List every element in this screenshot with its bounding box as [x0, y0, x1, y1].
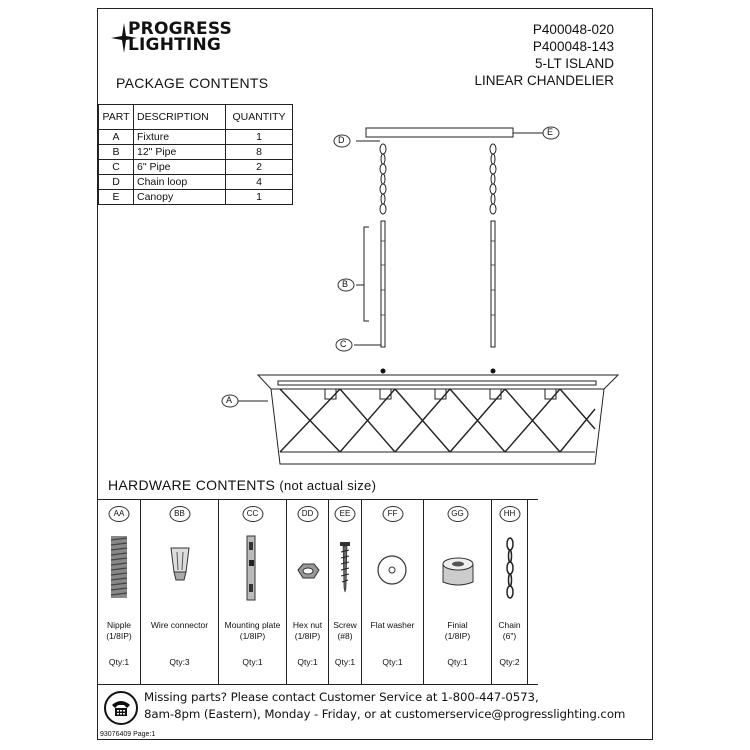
- hardware-qty: Qty:1: [108, 657, 130, 667]
- hardware-code: FF: [382, 506, 403, 522]
- contact-line-1: Missing parts? Please contact Customer Service at 1-800-447-0573,: [144, 690, 539, 704]
- brand-line1: PROGRESS: [128, 19, 232, 39]
- mounting-plate-icon: [219, 530, 287, 610]
- hardware-title-text: HARDWARE CONTENTS: [108, 477, 276, 493]
- hardware-code: BB: [169, 506, 190, 522]
- hardware-name: Hex nut: [292, 620, 323, 630]
- hardware-item-ee: [329, 500, 362, 684]
- hardware-code: GG: [447, 506, 468, 522]
- hardware-name: Nipple: [106, 620, 132, 630]
- hardware-qty: Qty:1: [297, 657, 318, 667]
- fixture-body: [271, 389, 604, 464]
- cell-part: B: [99, 145, 134, 160]
- cell-quantity: 2: [226, 160, 293, 175]
- chain-right: [490, 144, 496, 214]
- callout-c: C: [340, 339, 347, 349]
- model-sku-1: P400048-020: [532, 22, 614, 37]
- cell-quantity: 8: [226, 145, 293, 160]
- cell-description: Fixture: [134, 130, 226, 145]
- hardware-contents-table: [98, 499, 538, 685]
- screw-icon: [329, 530, 362, 610]
- nipple-icon: [98, 530, 141, 610]
- hardware-name: Finial: [447, 620, 468, 630]
- wire-connector-icon: [141, 530, 219, 610]
- flat-washer-icon: [362, 530, 424, 610]
- hardware-size: (1/8IP): [239, 631, 266, 641]
- callout-d: D: [338, 135, 345, 145]
- hardware-code: AA: [109, 506, 130, 522]
- pipe-left: [381, 221, 385, 347]
- model-desc-1: 5-LT ISLAND: [534, 56, 614, 71]
- document-code: 93076409 Page:1: [100, 731, 156, 738]
- cell-quantity: 4: [226, 175, 293, 190]
- hardware-subtitle: (not actual size): [279, 478, 377, 493]
- contact-line-2: 8am-8pm (Eastern), Monday - Friday, or at customerservice@progresslighting.com: [144, 707, 626, 721]
- hardware-qty: Qty:1: [242, 657, 263, 667]
- hardware-code: CC: [242, 506, 263, 522]
- cell-description: 6" Pipe: [134, 160, 226, 175]
- cell-part: C: [99, 160, 134, 175]
- hardware-qty: Qty:1: [447, 657, 468, 667]
- hardware-code: EE: [335, 506, 356, 522]
- instruction-sheet: [97, 8, 653, 740]
- hardware-name: Wire connector: [150, 620, 209, 630]
- customer-service-contact: [144, 689, 625, 723]
- brand-line2: LIGHTING: [128, 35, 222, 55]
- chain-icon: [492, 530, 528, 610]
- hardware-item-aa: [98, 500, 141, 684]
- hardware-contents-title: [108, 477, 376, 493]
- hardware-name: Flat washer: [370, 620, 415, 630]
- hardware-code: HH: [499, 506, 520, 522]
- callout-a: A: [226, 395, 233, 405]
- finial-icon: [424, 530, 492, 610]
- model-desc-2: LINEAR CHANDELIER: [474, 73, 614, 88]
- hardware-name: Mounting plate: [224, 620, 281, 630]
- cell-part: D: [99, 175, 134, 190]
- hardware-code: DD: [297, 506, 318, 522]
- phone-icon: [104, 691, 138, 725]
- model-sku-2: P400048-143: [532, 39, 614, 54]
- header-quantity: QUANTITY: [226, 105, 293, 130]
- hardware-size: (6"): [502, 631, 517, 641]
- header-part: PART: [99, 105, 134, 130]
- callout-b: B: [342, 279, 349, 289]
- cell-quantity: 1: [226, 190, 293, 205]
- cell-description: Canopy: [134, 190, 226, 205]
- hardware-item-bb: [141, 500, 219, 684]
- hardware-item-ff: [362, 500, 424, 684]
- canopy-shape: [366, 128, 513, 137]
- hardware-name: Screw: [333, 620, 357, 630]
- hardware-qty: Qty:1: [382, 657, 403, 667]
- hardware-item-gg: [424, 500, 492, 684]
- hanger-point-right: [491, 369, 496, 374]
- pipe-right: [491, 221, 495, 347]
- hanger-point-left: [381, 369, 386, 374]
- header-description: DESCRIPTION: [134, 105, 226, 130]
- hardware-name: Chain: [498, 620, 521, 630]
- hardware-qty: Qty:3: [169, 657, 190, 667]
- hardware-item-dd: [287, 500, 329, 684]
- cell-quantity: 1: [226, 130, 293, 145]
- cell-part: A: [99, 130, 134, 145]
- hardware-size: (#8): [337, 631, 353, 641]
- hardware-item-hh: [492, 500, 528, 684]
- cell-description: 12" Pipe: [134, 145, 226, 160]
- callout-e: E: [547, 127, 554, 137]
- chain-left: [380, 144, 386, 214]
- hardware-size: (1/8IP): [444, 631, 471, 641]
- fixture-diagram: [98, 9, 654, 479]
- hardware-size: (1/8IP): [106, 631, 132, 641]
- hex-nut-icon: [287, 530, 329, 610]
- cell-part: E: [99, 190, 134, 205]
- hardware-qty: Qty:2: [499, 657, 520, 667]
- package-contents-title: PACKAGE CONTENTS: [116, 75, 269, 91]
- fixture-top-frame: [258, 375, 618, 389]
- cell-description: Chain loop: [134, 175, 226, 190]
- hardware-item-cc: [219, 500, 287, 684]
- hardware-qty: Qty:1: [334, 657, 356, 667]
- hardware-size: (1/8IP): [294, 631, 321, 641]
